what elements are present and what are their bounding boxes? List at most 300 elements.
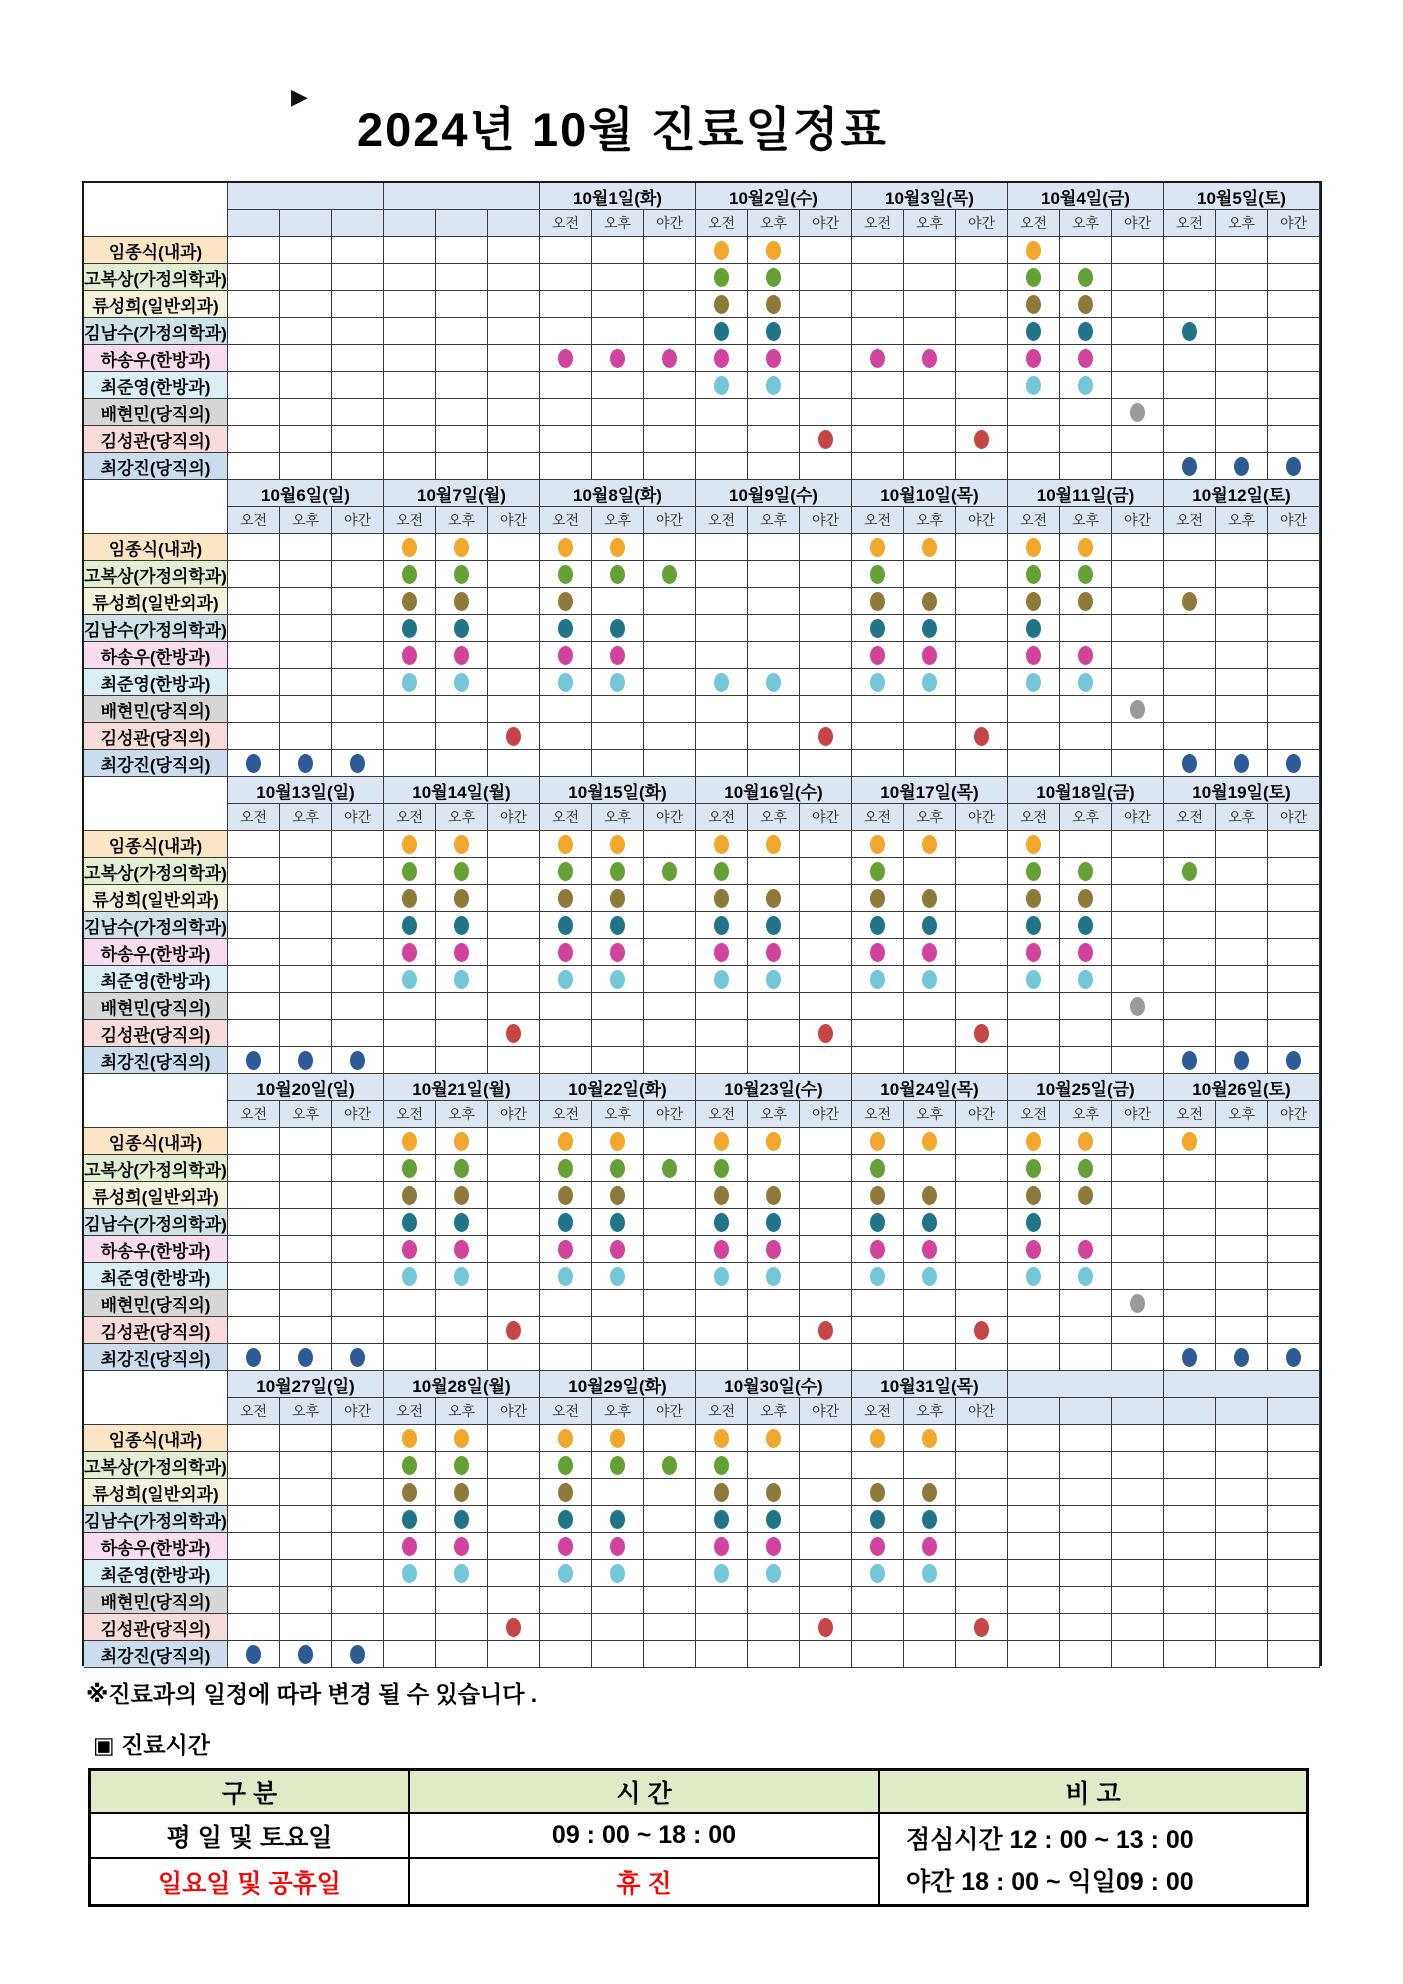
schedule-cell [488,912,540,939]
schedule-cell [384,1614,436,1641]
schedule-cell [280,1209,332,1236]
time-header: 야간 [644,804,696,831]
schedule-dot [1286,754,1301,773]
doctor-name-label: 고복상(가정의학과) [84,264,228,291]
schedule-cell [488,588,540,615]
schedule-cell [384,1047,436,1074]
schedule-cell [644,912,696,939]
schedule-cell [384,750,436,777]
schedule-cell [1112,966,1164,993]
schedule-cell [488,318,540,345]
schedule-cell [592,1506,644,1533]
schedule-cell [332,1425,384,1452]
schedule-cell [1008,1263,1060,1290]
schedule-cell [384,1479,436,1506]
schedule-dot [1026,1213,1041,1232]
time-header: 오후 [592,507,644,534]
time-header: 오전 [384,1398,436,1425]
schedule-cell [956,1020,1008,1047]
schedule-cell [1164,1560,1216,1587]
schedule-cell [852,750,904,777]
schedule-dot [402,646,417,665]
schedule-cell [228,750,280,777]
schedule-cell [1216,1533,1268,1560]
time-header: 오전 [852,507,904,534]
schedule-cell [644,1317,696,1344]
schedule-cell [540,939,592,966]
schedule-dot [662,1456,677,1475]
schedule-dot [1078,538,1093,557]
schedule-cell [1008,669,1060,696]
schedule-dot [1130,997,1145,1016]
schedule-cell [1216,1425,1268,1452]
schedule-cell [1268,723,1320,750]
schedule-cell [644,534,696,561]
schedule-dot [870,1240,885,1259]
schedule-cell [280,1236,332,1263]
schedule-cell [748,831,800,858]
schedule-dot [402,1267,417,1286]
schedule-cell [904,1182,956,1209]
doctor-name-label: 임종식(내과) [84,1425,228,1452]
schedule-cell [1008,1182,1060,1209]
schedule-cell [904,561,956,588]
schedule-cell [1164,831,1216,858]
schedule-dot [766,943,781,962]
schedule-cell [696,534,748,561]
schedule-cell [1216,1209,1268,1236]
schedule-cell [1112,453,1164,480]
schedule-cell [1112,426,1164,453]
schedule-cell [1060,264,1112,291]
schedule-cell [592,318,644,345]
schedule-cell [1008,1641,1060,1668]
doctor-name-label: 최강진(당직의) [84,1641,228,1668]
schedule-dot [1078,1240,1093,1259]
schedule-cell [1164,750,1216,777]
schedule-cell [280,1587,332,1614]
schedule-cell [1216,237,1268,264]
time-header: 오후 [1060,1101,1112,1128]
schedule-cell [1268,345,1320,372]
schedule-dot [1026,1159,1041,1178]
schedule-cell [800,372,852,399]
doctor-name-label: 김남수(가정의학과) [84,318,228,345]
time-header: 오후 [436,1398,488,1425]
schedule-dot [454,1213,469,1232]
schedule-dot [246,754,261,773]
schedule-cell [956,1344,1008,1371]
doctor-name-label: 류성희(일반외과) [84,1479,228,1506]
schedule-cell [436,966,488,993]
schedule-dot [766,1510,781,1529]
schedule-dot [1182,1132,1197,1151]
week-header-name-spacer [84,1371,228,1425]
schedule-cell [748,318,800,345]
schedule-cell [332,1587,384,1614]
schedule-cell [1164,1155,1216,1182]
monthly-schedule-table [82,181,1322,1666]
schedule-cell [436,1344,488,1371]
schedule-cell [436,1182,488,1209]
schedule-cell [956,426,1008,453]
schedule-dot [610,889,625,908]
schedule-cell [488,993,540,1020]
schedule-cell [1164,885,1216,912]
schedule-cell [696,939,748,966]
schedule-cell [1216,561,1268,588]
schedule-cell [1112,399,1164,426]
schedule-cell [228,723,280,750]
doctor-name-label: 최준영(한방과) [84,966,228,993]
schedule-cell [436,1533,488,1560]
schedule-dot [1182,592,1197,611]
schedule-cell [384,696,436,723]
schedule-cell [1268,858,1320,885]
schedule-cell [540,642,592,669]
schedule-cell [696,1533,748,1560]
schedule-cell [1112,885,1164,912]
time-header: 오전 [1164,210,1216,237]
schedule-dot [558,646,573,665]
schedule-cell [1216,1020,1268,1047]
schedule-cell [852,669,904,696]
time-header: 오전 [228,804,280,831]
schedule-cell [1268,1047,1320,1074]
schedule-cell [280,939,332,966]
hours-table [88,1768,1309,1907]
schedule-cell [696,1290,748,1317]
schedule-cell [228,912,280,939]
schedule-cell [800,885,852,912]
schedule-cell [1164,1506,1216,1533]
schedule-cell [1216,1560,1268,1587]
schedule-cell [1060,993,1112,1020]
schedule-cell [1216,1506,1268,1533]
doctor-name-label: 배현민(당직의) [84,696,228,723]
schedule-dot [714,1267,729,1286]
schedule-cell [696,966,748,993]
time-header: 오후 [1060,507,1112,534]
schedule-cell [696,588,748,615]
schedule-cell [1060,1533,1112,1560]
schedule-cell [852,1479,904,1506]
doctor-name-label: 배현민(당직의) [84,1290,228,1317]
schedule-cell [1216,696,1268,723]
schedule-cell [748,1020,800,1047]
schedule-dot [766,1213,781,1232]
schedule-cell [696,885,748,912]
schedule-cell [228,858,280,885]
schedule-dot [1026,349,1041,368]
schedule-cell [436,696,488,723]
schedule-dot [662,1159,677,1178]
date-header: 10월14일(월) [384,777,540,804]
schedule-dot [1182,322,1197,341]
page-title: 2024년 10월 진료일정표 [357,103,888,157]
doctor-name-label: 하송우(한방과) [84,1533,228,1560]
schedule-cell [644,939,696,966]
schedule-cell [384,1425,436,1452]
time-header: 오후 [592,1398,644,1425]
schedule-cell [228,696,280,723]
date-header: 10월25일(금) [1008,1074,1164,1101]
schedule-cell [332,453,384,480]
schedule-cell [280,588,332,615]
week-header-name-spacer [84,183,228,237]
date-header: 10월19일(토) [1164,777,1320,804]
schedule-cell [280,1263,332,1290]
schedule-cell [748,1641,800,1668]
schedule-cell [1216,1344,1268,1371]
schedule-cell [1164,291,1216,318]
schedule-cell [228,1641,280,1668]
schedule-cell [540,1560,592,1587]
schedule-dot [714,1483,729,1502]
schedule-cell [1112,1641,1164,1668]
schedule-cell [1268,885,1320,912]
schedule-cell [540,1020,592,1047]
schedule-cell [488,1506,540,1533]
time-header-empty [1008,1398,1060,1425]
schedule-cell [1112,291,1164,318]
time-header: 오전 [540,804,592,831]
schedule-cell [800,723,852,750]
schedule-dot [714,349,729,368]
schedule-cell [1060,291,1112,318]
schedule-cell [644,291,696,318]
time-header: 오전 [540,1398,592,1425]
schedule-cell [696,1263,748,1290]
schedule-cell [1164,318,1216,345]
schedule-dot [558,619,573,638]
date-header: 10월2일(수) [696,183,852,210]
schedule-cell [696,1155,748,1182]
schedule-cell [1060,345,1112,372]
schedule-cell [228,291,280,318]
schedule-dot [922,1132,937,1151]
schedule-cell [228,1479,280,1506]
time-header: 오후 [436,507,488,534]
schedule-cell [696,1641,748,1668]
schedule-dot [1026,943,1041,962]
schedule-cell [696,1479,748,1506]
schedule-cell [228,426,280,453]
schedule-dot [454,889,469,908]
doctor-name-label: 김성관(당직의) [84,426,228,453]
schedule-cell [488,372,540,399]
schedule-cell [956,1236,1008,1263]
schedule-cell [1268,1560,1320,1587]
schedule-cell [488,858,540,885]
schedule-cell [644,966,696,993]
doctor-name-label: 임종식(내과) [84,534,228,561]
schedule-cell [280,1506,332,1533]
schedule-cell [1216,939,1268,966]
schedule-cell [280,1344,332,1371]
time-header: 오후 [904,210,956,237]
schedule-cell [904,1020,956,1047]
time-header: 야간 [488,507,540,534]
schedule-dot [870,1159,885,1178]
hours-holiday-label: 일요일 및 공휴일 [91,1857,408,1904]
schedule-cell [696,1128,748,1155]
time-header: 오후 [1060,804,1112,831]
schedule-dot [662,349,677,368]
schedule-dot [558,1240,573,1259]
schedule-cell [956,372,1008,399]
schedule-cell [1060,1155,1112,1182]
schedule-cell [488,1641,540,1668]
schedule-cell [956,237,1008,264]
schedule-cell [800,1614,852,1641]
schedule-dot [402,835,417,854]
schedule-cell [904,1236,956,1263]
schedule-cell [1008,1317,1060,1344]
schedule-dot [1078,646,1093,665]
schedule-cell [800,534,852,561]
schedule-cell [332,1155,384,1182]
schedule-cell [800,264,852,291]
schedule-dot [558,1132,573,1151]
schedule-cell [1164,1452,1216,1479]
schedule-cell [1268,939,1320,966]
doctor-name-label: 김성관(당직의) [84,1020,228,1047]
schedule-cell [644,1290,696,1317]
schedule-cell [332,318,384,345]
schedule-dot [454,1537,469,1556]
schedule-cell [696,912,748,939]
schedule-cell [280,1182,332,1209]
schedule-cell [1060,885,1112,912]
schedule-cell [228,1290,280,1317]
schedule-cell [800,1452,852,1479]
schedule-cell [904,750,956,777]
schedule-dot [1078,1159,1093,1178]
time-header-empty [1268,1398,1320,1425]
schedule-cell [384,264,436,291]
schedule-cell [1112,1209,1164,1236]
schedule-cell [592,561,644,588]
schedule-cell [644,1047,696,1074]
schedule-cell [436,1425,488,1452]
schedule-cell [1112,1290,1164,1317]
schedule-dot [610,862,625,881]
schedule-cell [644,561,696,588]
schedule-dot [1026,565,1041,584]
schedule-dot [558,862,573,881]
schedule-cell [436,264,488,291]
schedule-dot [1026,646,1041,665]
schedule-cell [800,1344,852,1371]
schedule-cell [1216,1452,1268,1479]
schedule-cell [1112,939,1164,966]
schedule-cell [384,372,436,399]
schedule-dot [558,1213,573,1232]
schedule-cell [592,1533,644,1560]
schedule-cell [852,1128,904,1155]
schedule-cell [904,912,956,939]
schedule-cell [436,642,488,669]
schedule-cell [1112,534,1164,561]
schedule-dot [1182,1051,1197,1070]
schedule-dot [454,646,469,665]
schedule-dot [350,1645,365,1664]
schedule-dot [454,1564,469,1583]
date-header: 10월21일(월) [384,1074,540,1101]
schedule-cell [852,723,904,750]
schedule-dot [1078,1186,1093,1205]
time-header: 야간 [332,1101,384,1128]
schedule-cell [1112,372,1164,399]
schedule-dot [246,1051,261,1070]
schedule-cell [644,669,696,696]
schedule-cell [592,1236,644,1263]
schedule-cell [904,1047,956,1074]
schedule-cell [904,966,956,993]
schedule-dot [1078,916,1093,935]
schedule-cell [228,1209,280,1236]
schedule-dot [766,673,781,692]
time-header: 야간 [1112,210,1164,237]
schedule-cell [228,831,280,858]
schedule-cell [280,345,332,372]
schedule-cell [956,696,1008,723]
schedule-cell [696,696,748,723]
schedule-cell [904,372,956,399]
schedule-dot [870,565,885,584]
schedule-cell [384,534,436,561]
schedule-cell [956,1182,1008,1209]
schedule-cell [956,453,1008,480]
schedule-cell [644,1236,696,1263]
schedule-cell [800,750,852,777]
schedule-cell [1268,534,1320,561]
schedule-cell [1112,264,1164,291]
schedule-cell [644,372,696,399]
schedule-cell [592,1155,644,1182]
schedule-dot [922,538,937,557]
schedule-cell [904,1155,956,1182]
schedule-cell [644,723,696,750]
schedule-cell [644,615,696,642]
schedule-cell [696,291,748,318]
schedule-dot [610,1186,625,1205]
schedule-cell [540,291,592,318]
schedule-cell [1268,372,1320,399]
schedule-cell [228,615,280,642]
doctor-name-label: 김성관(당직의) [84,1614,228,1641]
schedule-cell [488,1128,540,1155]
schedule-cell [436,831,488,858]
schedule-cell [644,831,696,858]
schedule-dot [454,1510,469,1529]
schedule-cell [800,588,852,615]
schedule-cell [592,1452,644,1479]
schedule-dot [506,1618,521,1637]
schedule-cell [1164,1587,1216,1614]
schedule-cell [644,1479,696,1506]
schedule-cell [280,1155,332,1182]
schedule-cell [1008,1479,1060,1506]
schedule-dot [714,376,729,395]
schedule-cell [1008,1533,1060,1560]
schedule-cell [540,750,592,777]
schedule-cell [592,1560,644,1587]
schedule-dot [298,1645,313,1664]
schedule-dot [766,916,781,935]
schedule-dot [402,673,417,692]
